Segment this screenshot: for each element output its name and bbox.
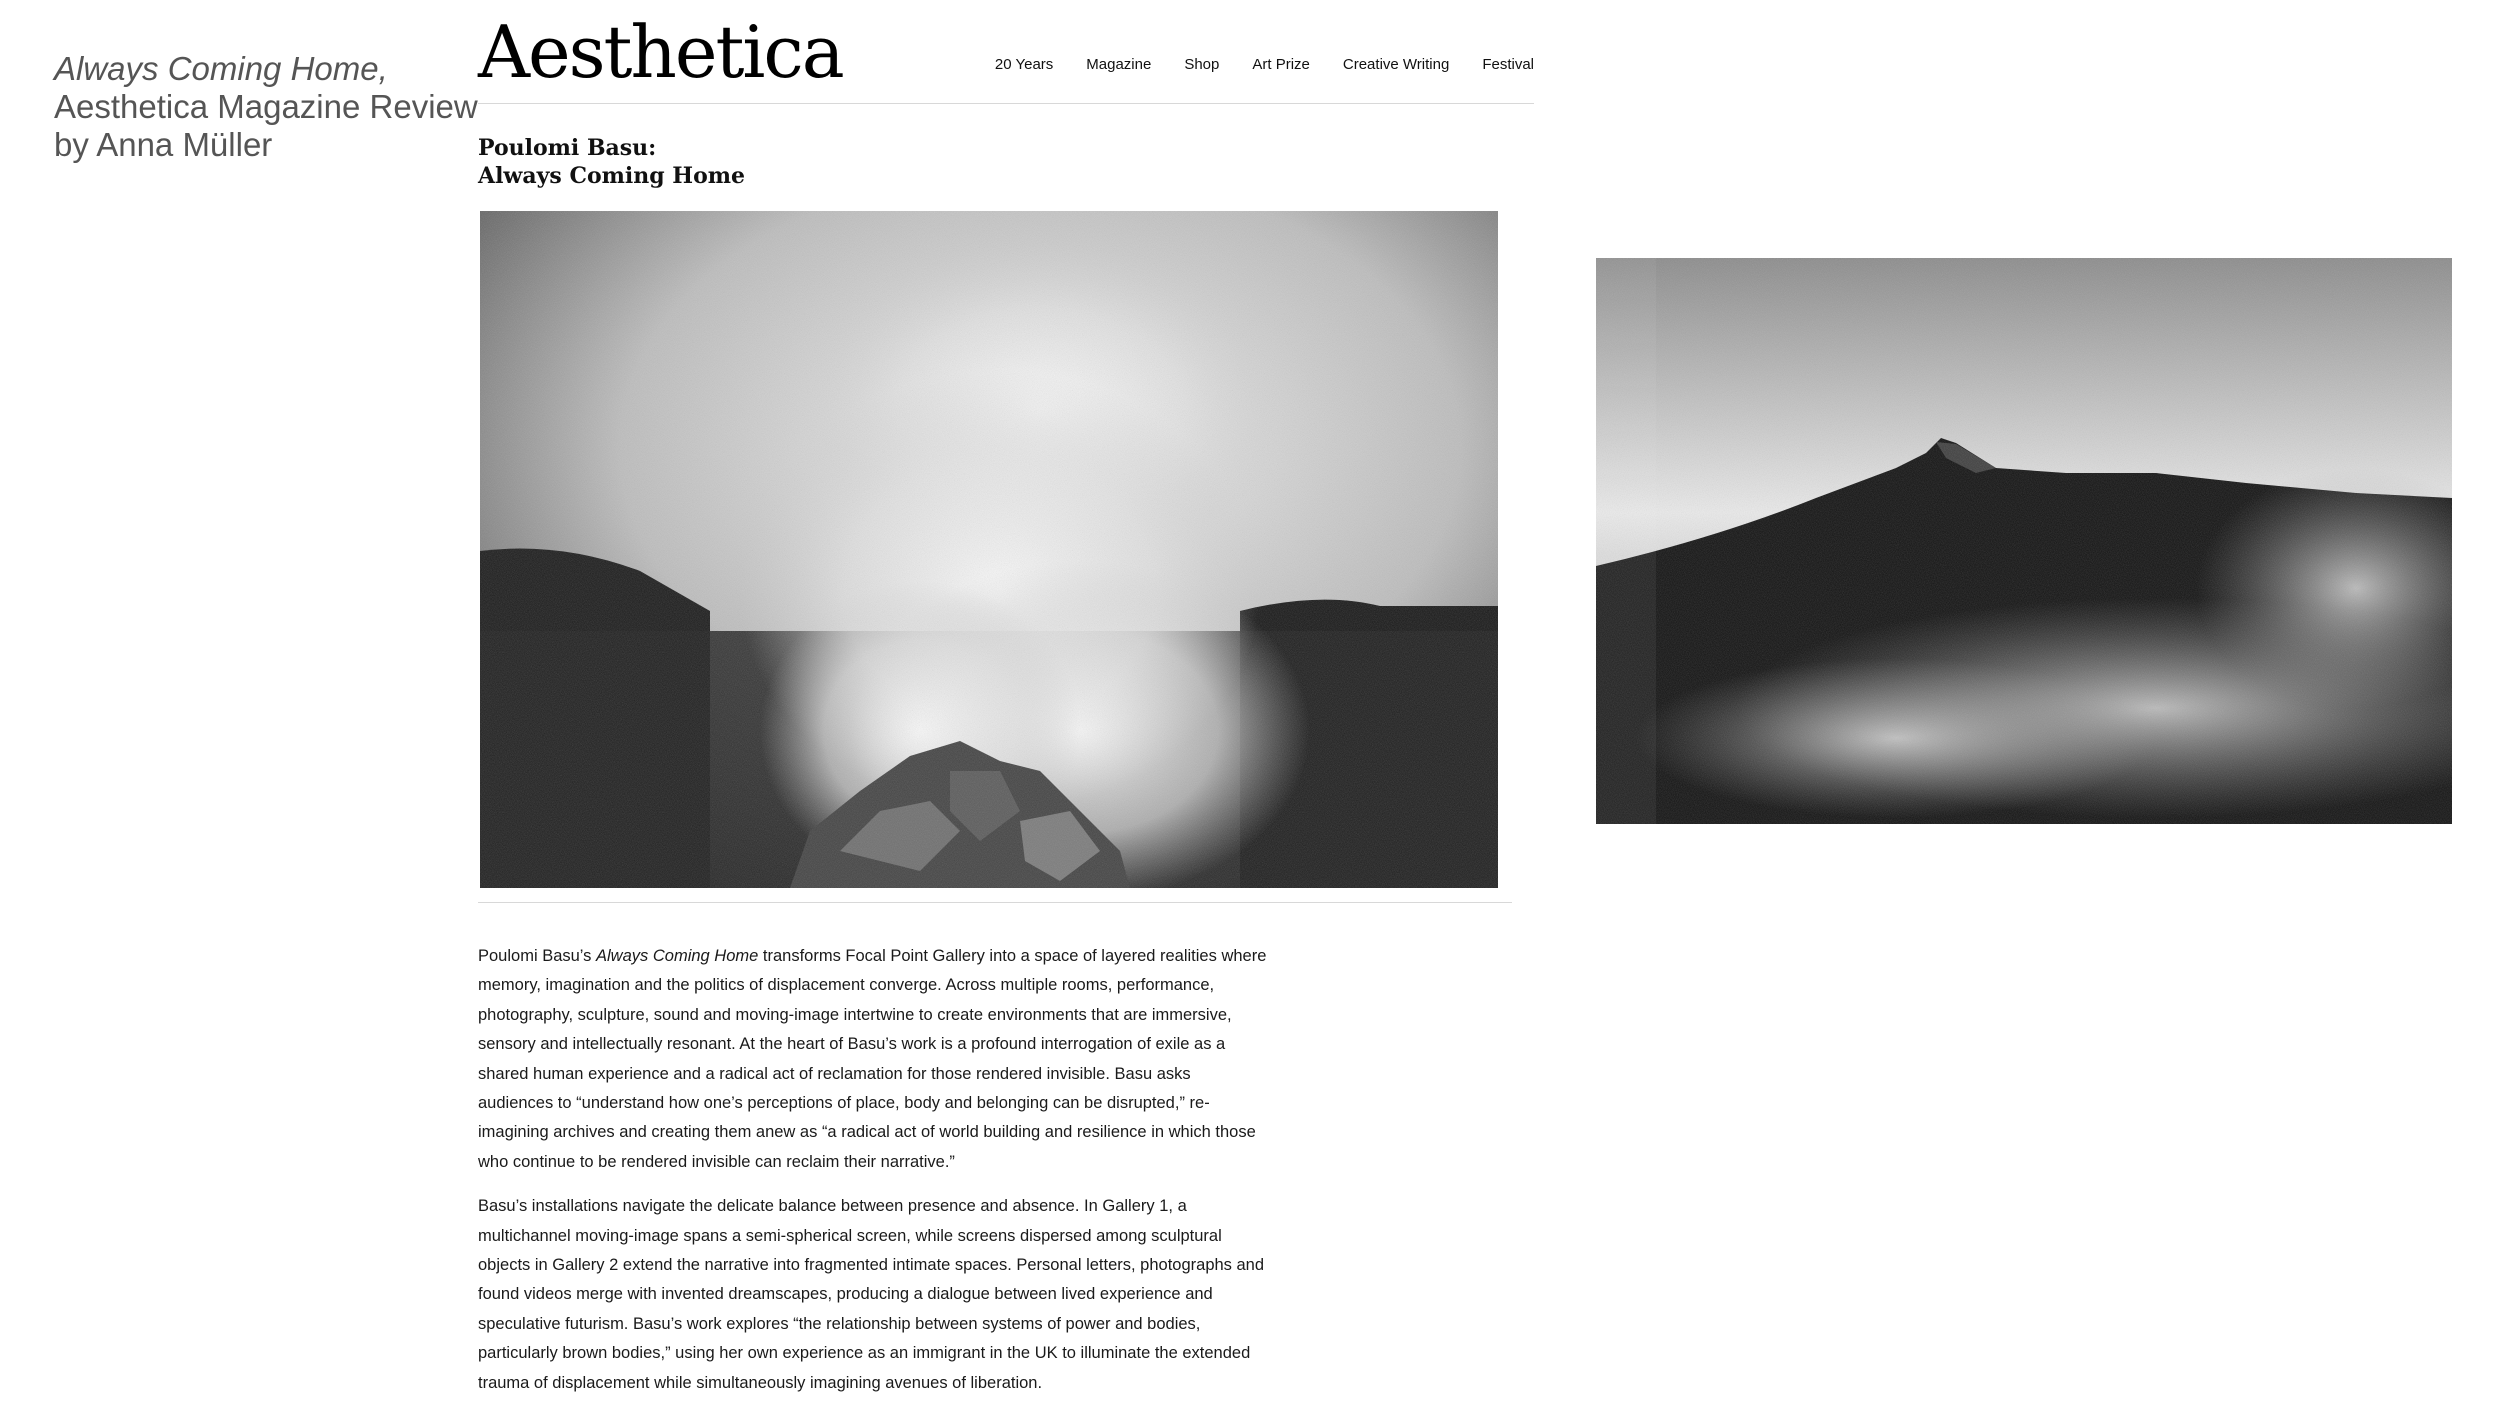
nav-item-shop[interactable]: Shop xyxy=(1184,56,1220,73)
article-page xyxy=(478,0,1534,1406)
nav-item-art-prize[interactable]: Art Prize xyxy=(1252,56,1310,73)
article-title-artist: Poulomi Basu: xyxy=(478,135,657,161)
nav-item-festival[interactable]: Festival xyxy=(1482,56,1534,73)
caption-title: Always Coming Home, xyxy=(54,50,388,87)
nav-item-20-years[interactable]: 20 Years xyxy=(994,56,1054,73)
caption-publication: Aesthetica Magazine Review xyxy=(54,88,478,125)
article-title-show: Always Coming Home xyxy=(478,163,746,189)
nav-item-magazine[interactable]: Magazine xyxy=(1086,56,1152,73)
side-photo xyxy=(1596,258,2452,824)
image-divider xyxy=(478,902,1512,903)
caption-author: by Anna Müller xyxy=(54,126,273,163)
article-paragraph-2: Basu’s installations navigate the delicate balance between presence and absence. In Gallery 1, a multichannel moving-image spans a semi-spherical screen, while screens dispersed among sculptural objects in Gallery 2 extend the narrative into fragmented intimate spaces. Personal letters, photographs and found videos merge with invented dreamscapes, producing a dialogue between lived experience and speculative futurism. Basu’s work explores “the relationship between systems of power and bodies, particularly brown bodies,” using her own experience as an immigrant in the UK to illuminate the extended trauma of displacement while simultaneously imagining avenues of liberation. xyxy=(478,1197,1265,1392)
paragraph-1-body: transforms Focal Point Gallery into a space of layered realities where memory, imagination and the politics of displacement converge. Across multiple rooms, performance, photography, sculpture, sound and moving-image intertwine to create environments that are immersive, sensory and intellectually resonant. At the heart of Basu’s work is a profound interrogation of exile as a shared human experience and a radical act of reclamation for those rendered invisible. Basu asks audiences to “understand how one’s perceptions of place, body and belonging can be disrupted,” re-imagining archives and creating them anew as “a radical act of world building and resilience in which those who continue to be rendered invisible can reclaim their narrative.” xyxy=(478,947,1267,1171)
article-title xyxy=(478,134,745,190)
paragraph-1-lead: Poulomi Basu’s xyxy=(478,947,597,965)
article-paragraph-1 xyxy=(478,942,1268,1177)
review-caption xyxy=(54,50,478,164)
article-body xyxy=(478,942,1268,1406)
hero-photo xyxy=(480,211,1498,888)
nav-item-creative-writing[interactable]: Creative Writing xyxy=(1342,56,1450,73)
main-nav xyxy=(995,56,1534,73)
header-divider xyxy=(478,103,1534,104)
site-logo[interactable]: Aesthetica xyxy=(478,10,843,94)
paragraph-1-work-title: Always Coming Home xyxy=(596,947,759,965)
